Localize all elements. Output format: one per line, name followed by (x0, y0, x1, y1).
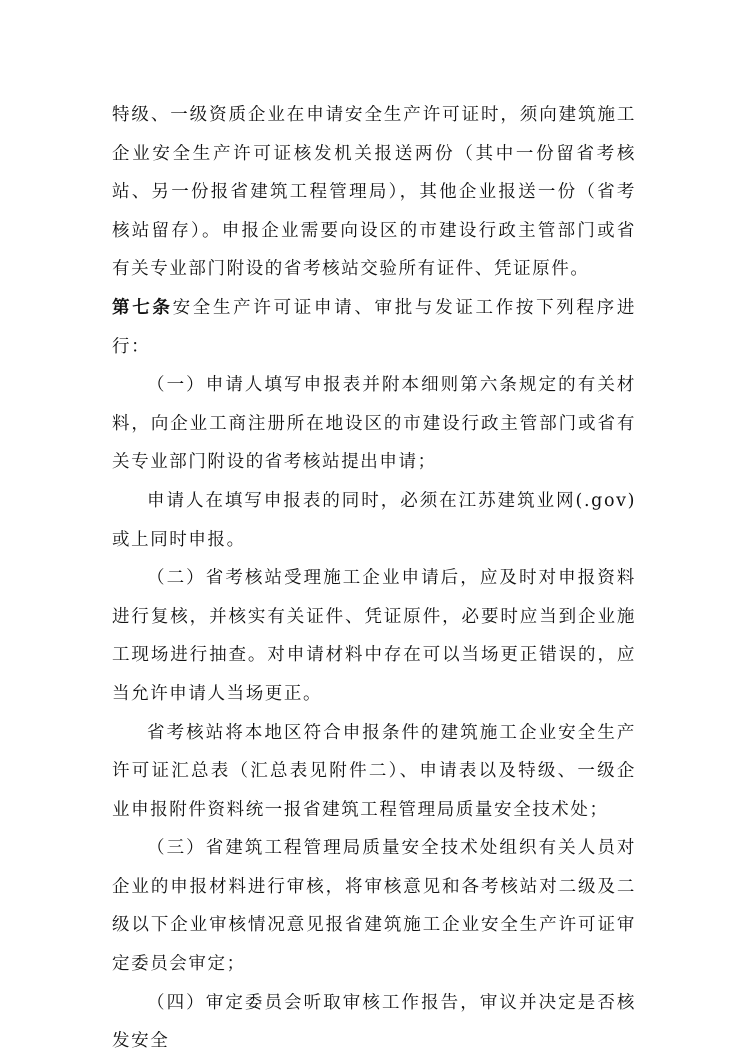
online-filing-note: 申请人在填写申报表的同时，必须在江苏建筑业网(.gov)或上同时申报。 (112, 490, 636, 550)
summary-submission-paragraph: 省考核站将本地区符合申报条件的建筑施工企业安全生产许可证汇总表（汇总表见附件二）、申请表以及特级、一级企业申报附件资料统一报省建筑工程管理局质量安全技术处； (112, 722, 636, 820)
procedure-step-2: （二）省考核站受理施工企业申请后，应及时对申报资料进行复核，并核实有关证件、凭证原件，必要时应当到企业施工现场进行抽查。对申请材料中存在可以当场更正错误的，应当允许申请人当场更正。 (112, 568, 636, 704)
article-text: 安全生产许可证申请、审批与发证工作按下列程序进行： (112, 297, 636, 357)
procedure-step-4: （四）审定委员会听取审核工作报告，审议并决定是否核发安全 (112, 992, 636, 1052)
paragraph-continuation: 特级、一级资质企业在申请安全生产许可证时，须向建筑施工企业安全生产许可证核发机关报送两份（其中一份留省考核站、另一份报省建筑工程管理局），其他企业报送一份（省考核站留存）。申报企业需要向设区的市建设行政主管部门或省有关专业部门附设的省考核站交验所有证件、凭证原件。 (112, 105, 636, 280)
document-body (112, 96, 636, 1061)
article-7-paragraph (112, 289, 636, 366)
procedure-step-1: （一）申请人填写申报表并附本细则第六条规定的有关材料，向企业工商注册所在地设区的市建设行政主管部门或省有关专业部门附设的省考核站提出申请； (112, 375, 636, 473)
procedure-step-3: （三）省建筑工程管理局质量安全技术处组织有关人员对企业的申报材料进行审核，将审核意见和各考核站对二级及二级以下企业审核情况意见报省建筑施工企业安全生产许可证审定委员会审定； (112, 838, 636, 975)
article-heading: 第七条 (112, 297, 173, 318)
